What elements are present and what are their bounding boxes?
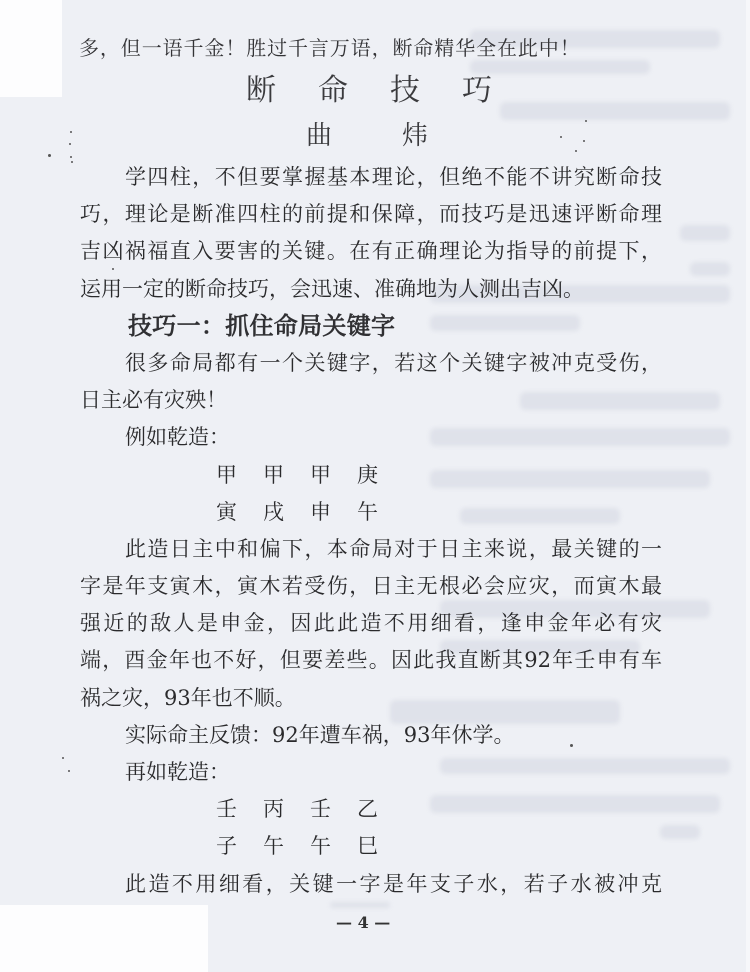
paragraph-line: 很多命局都有一个关键字，若这个关键字被冲克受伤， [125, 350, 662, 375]
article-author: 曲炜 [306, 121, 499, 151]
article-title: 断命技巧 [246, 73, 534, 108]
chart-branches-row [0, 828, 750, 865]
scan-speck [585, 120, 587, 122]
stem-day: 甲 [310, 462, 331, 487]
bleed-through-text [330, 902, 390, 908]
stem-year: 壬 [216, 797, 237, 822]
paragraph-line: 端，酉金年也不好，但要差些。因此我直断其92年壬申有车 [80, 648, 662, 673]
page-number: — 4 — [336, 913, 391, 932]
scan-speck [48, 154, 51, 157]
branch-month: 戌 [263, 499, 284, 524]
paragraph-line: 日主必有灾殃！ [80, 388, 227, 413]
stem-month: 甲 [263, 462, 284, 487]
scan-speck [560, 136, 562, 138]
paragraph-line: 学四柱，不但要掌握基本理论，但绝不能不讲究断命技 [125, 165, 662, 189]
scan-speck [69, 143, 71, 145]
section-heading: 技巧一：抓住命局关键字 [128, 311, 396, 340]
paragraph-line: 此造不用细看，关键一字是年支子水，若子水被冲克 [125, 871, 662, 896]
branch-year: 子 [216, 834, 237, 859]
branch-year: 寅 [216, 499, 237, 524]
example-label: 例如乾造： [125, 425, 230, 450]
branch-day: 午 [310, 834, 331, 859]
chart-stems-row [0, 791, 750, 828]
bleed-through-text [500, 102, 730, 120]
article-body [0, 159, 750, 903]
carryover-text-line: 多，但一语千金！胜过千言万语，断命精华全在此中！ [79, 36, 581, 60]
stem-hour: 庚 [357, 462, 378, 487]
stem-day: 壬 [310, 797, 331, 822]
paragraph-line: 祸之灾，93年也不顺。 [80, 685, 296, 710]
scan-white-margin-top [0, 0, 62, 97]
scan-speck [583, 140, 585, 142]
scan-speck [70, 131, 72, 133]
example-label: 再如乾造： [125, 760, 230, 784]
scan-speck [575, 150, 577, 152]
chart-branches-row [0, 494, 750, 531]
feedback-line: 实际命主反馈：92年遭车祸，93年休学。 [125, 722, 515, 747]
paragraph-line: 强近的敌人是申金，因此此造不用细看，逢申金年必有灾 [80, 611, 662, 636]
scan-speck [70, 156, 72, 158]
paragraph-line: 字是年支寅木，寅木若受伤，日主无根必会应灾，而寅木最 [80, 574, 662, 599]
paragraph-line: 此造日主中和偏下，本命局对于日主来说，最关键的一 [125, 536, 662, 561]
paragraph-line: 运用一定的断命技巧，会迅速、准确地为人测出吉凶。 [80, 276, 584, 301]
paragraph-line: 巧，理论是断准四柱的前提和保障，而技巧是迅速评断命理 [80, 202, 662, 227]
branch-day: 申 [310, 499, 331, 524]
scan-white-margin-bottom [0, 905, 208, 972]
stem-year: 甲 [216, 462, 237, 487]
branch-month: 午 [263, 834, 284, 859]
paragraph-line: 吉凶祸福直入要害的关键。在有正确理论为指导的前提下， [80, 239, 662, 264]
bleed-through-text [470, 60, 650, 74]
stem-hour: 乙 [357, 797, 378, 822]
branch-hour: 午 [357, 499, 378, 524]
stem-month: 丙 [263, 797, 284, 822]
branch-hour: 巳 [357, 834, 378, 859]
chart-stems-row [0, 457, 750, 494]
